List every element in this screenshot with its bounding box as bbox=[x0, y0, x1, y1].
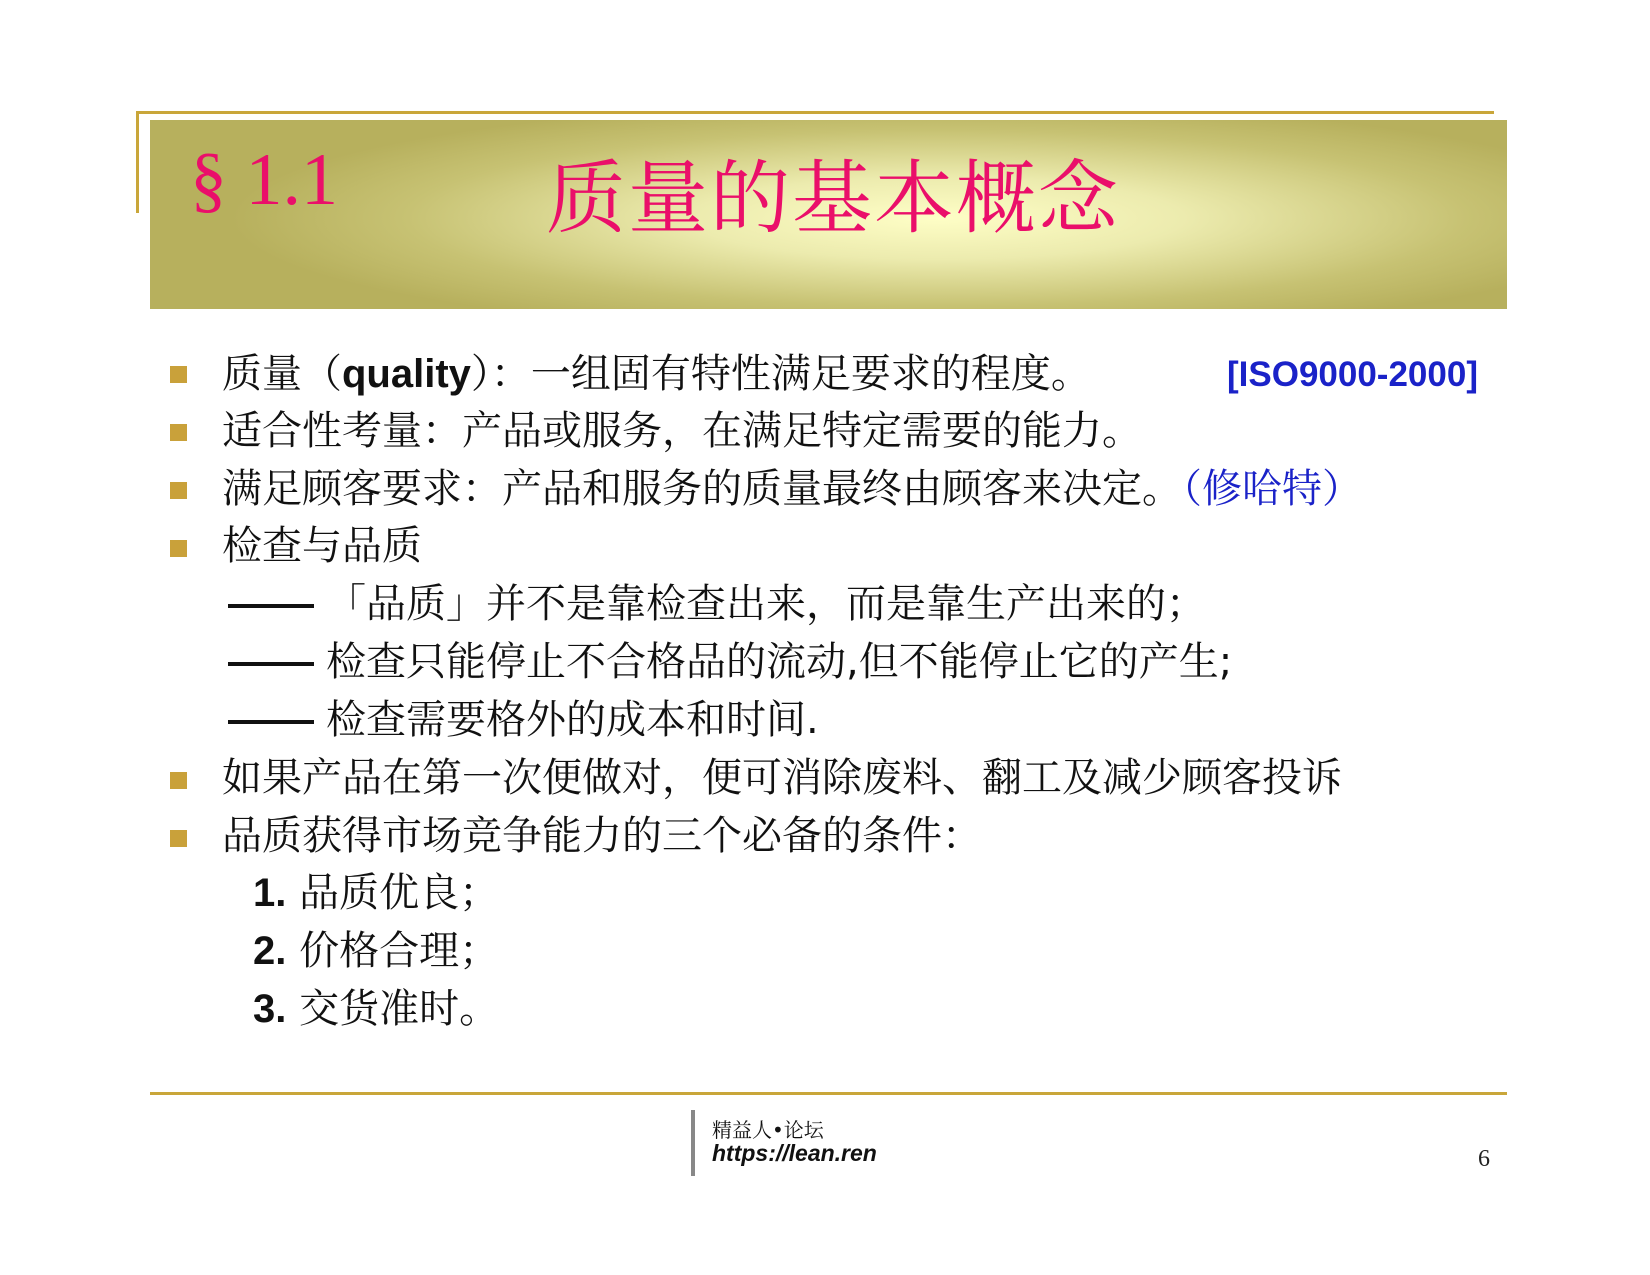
footer-site-name: 精益人•论坛 bbox=[712, 1118, 824, 1142]
bullet-marker bbox=[170, 482, 187, 499]
footer-divider bbox=[691, 1110, 695, 1176]
dash-marker bbox=[228, 662, 314, 666]
list-item-right-first-time: 如果产品在第一次便做对，便可消除废料、翻工及减少顾客投诉 bbox=[222, 755, 1342, 801]
sub-item: 检查只能停止不合格品的流动,但不能停止它的产生; bbox=[228, 637, 1232, 687]
dash-marker bbox=[228, 720, 314, 724]
list-item-quality-definition: 质量（quality）：一组固有特性满足要求的程度。 bbox=[222, 351, 1091, 397]
reference-shewhart: （修哈特） bbox=[1182, 466, 1362, 512]
footer-rule bbox=[150, 1092, 1507, 1095]
list-item-fitness: 适合性考量：产品或服务，在满足特定需要的能力。 bbox=[222, 408, 1142, 454]
bullet-marker bbox=[170, 424, 187, 441]
bullet-marker bbox=[170, 540, 187, 557]
slide-title: 质量的基本概念 bbox=[546, 152, 1120, 245]
bullet-marker bbox=[170, 772, 187, 789]
dash-marker bbox=[228, 604, 314, 608]
numbered-item: 2. 价格合理； bbox=[253, 928, 500, 974]
list-item-customer-requirements: 满足顾客要求：产品和服务的质量最终由顾客来决定。（修哈特） bbox=[222, 466, 1362, 512]
list-item-inspection-quality: 检查与品质 bbox=[222, 523, 422, 569]
numbered-item: 1. 品质优良； bbox=[253, 870, 500, 916]
page-number: 6 bbox=[1478, 1146, 1490, 1172]
footer-url-link[interactable]: https://lean.ren bbox=[712, 1140, 877, 1166]
bullet-marker bbox=[170, 830, 187, 847]
section-number: § 1.1 bbox=[190, 139, 338, 221]
sub-item: 「品质」并不是靠检查出来，而是靠生产出来的； bbox=[228, 579, 1206, 629]
sub-item: 检查需要格外的成本和时间. bbox=[228, 695, 819, 745]
bullet-marker bbox=[170, 366, 187, 383]
list-item-three-conditions: 品质获得市场竞争能力的三个必备的条件： bbox=[222, 813, 982, 859]
numbered-item: 3. 交货准时。 bbox=[253, 986, 500, 1032]
reference-iso: [ISO9000-2000] bbox=[1227, 355, 1478, 394]
